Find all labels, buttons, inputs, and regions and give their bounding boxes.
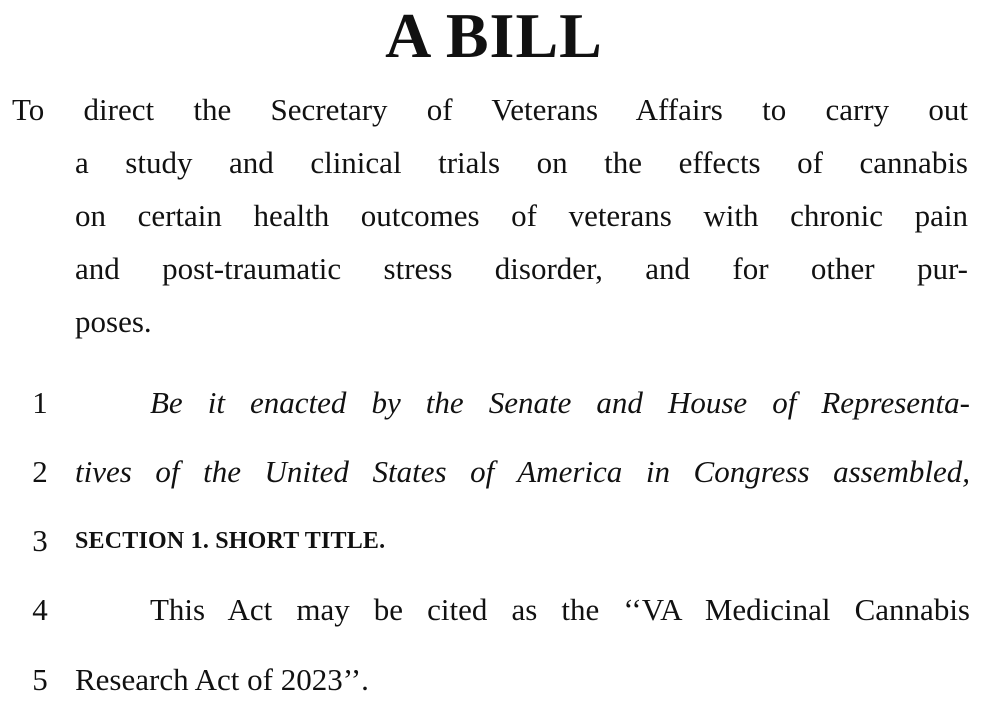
bill-heading: A BILL [385,0,603,71]
bill-line-4 [0,590,988,630]
purpose-line-3: on certain health outcomes of veterans with chronic pain [75,198,968,233]
line-number-4: 4 [32,592,48,627]
purpose-line-2: a study and clinical trials on the effects of cannabis [75,145,968,180]
purpose-line-1: To direct the Secretary of Veterans Affairs to carry out [12,92,968,127]
bill-line-5 [0,660,988,700]
enacting-clause-line-1: Be it enacted by the Senate and House of Representa- [150,385,970,420]
line-number-3: 3 [32,523,48,558]
purpose-line-4: and post-traumatic stress disorder, and for other pur- [75,251,968,286]
bill-line-1 [0,383,988,423]
bill-line-2 [0,452,988,492]
line-number-5: 5 [32,662,48,697]
purpose-line-5: poses. [75,304,152,339]
short-title-line-1: This Act may be cited as the ‘‘VA Medicinal Cannabis [150,592,970,627]
bill-line-3 [0,521,988,561]
line-number-1: 1 [32,385,48,420]
line-number-2: 2 [32,454,48,489]
section-heading: SECTION 1. SHORT TITLE. [75,528,386,554]
short-title-line-2: Research Act of 2023’’. [75,662,369,697]
enacting-clause-line-2: tives of the United States of America in Congress assembled, [75,454,970,489]
